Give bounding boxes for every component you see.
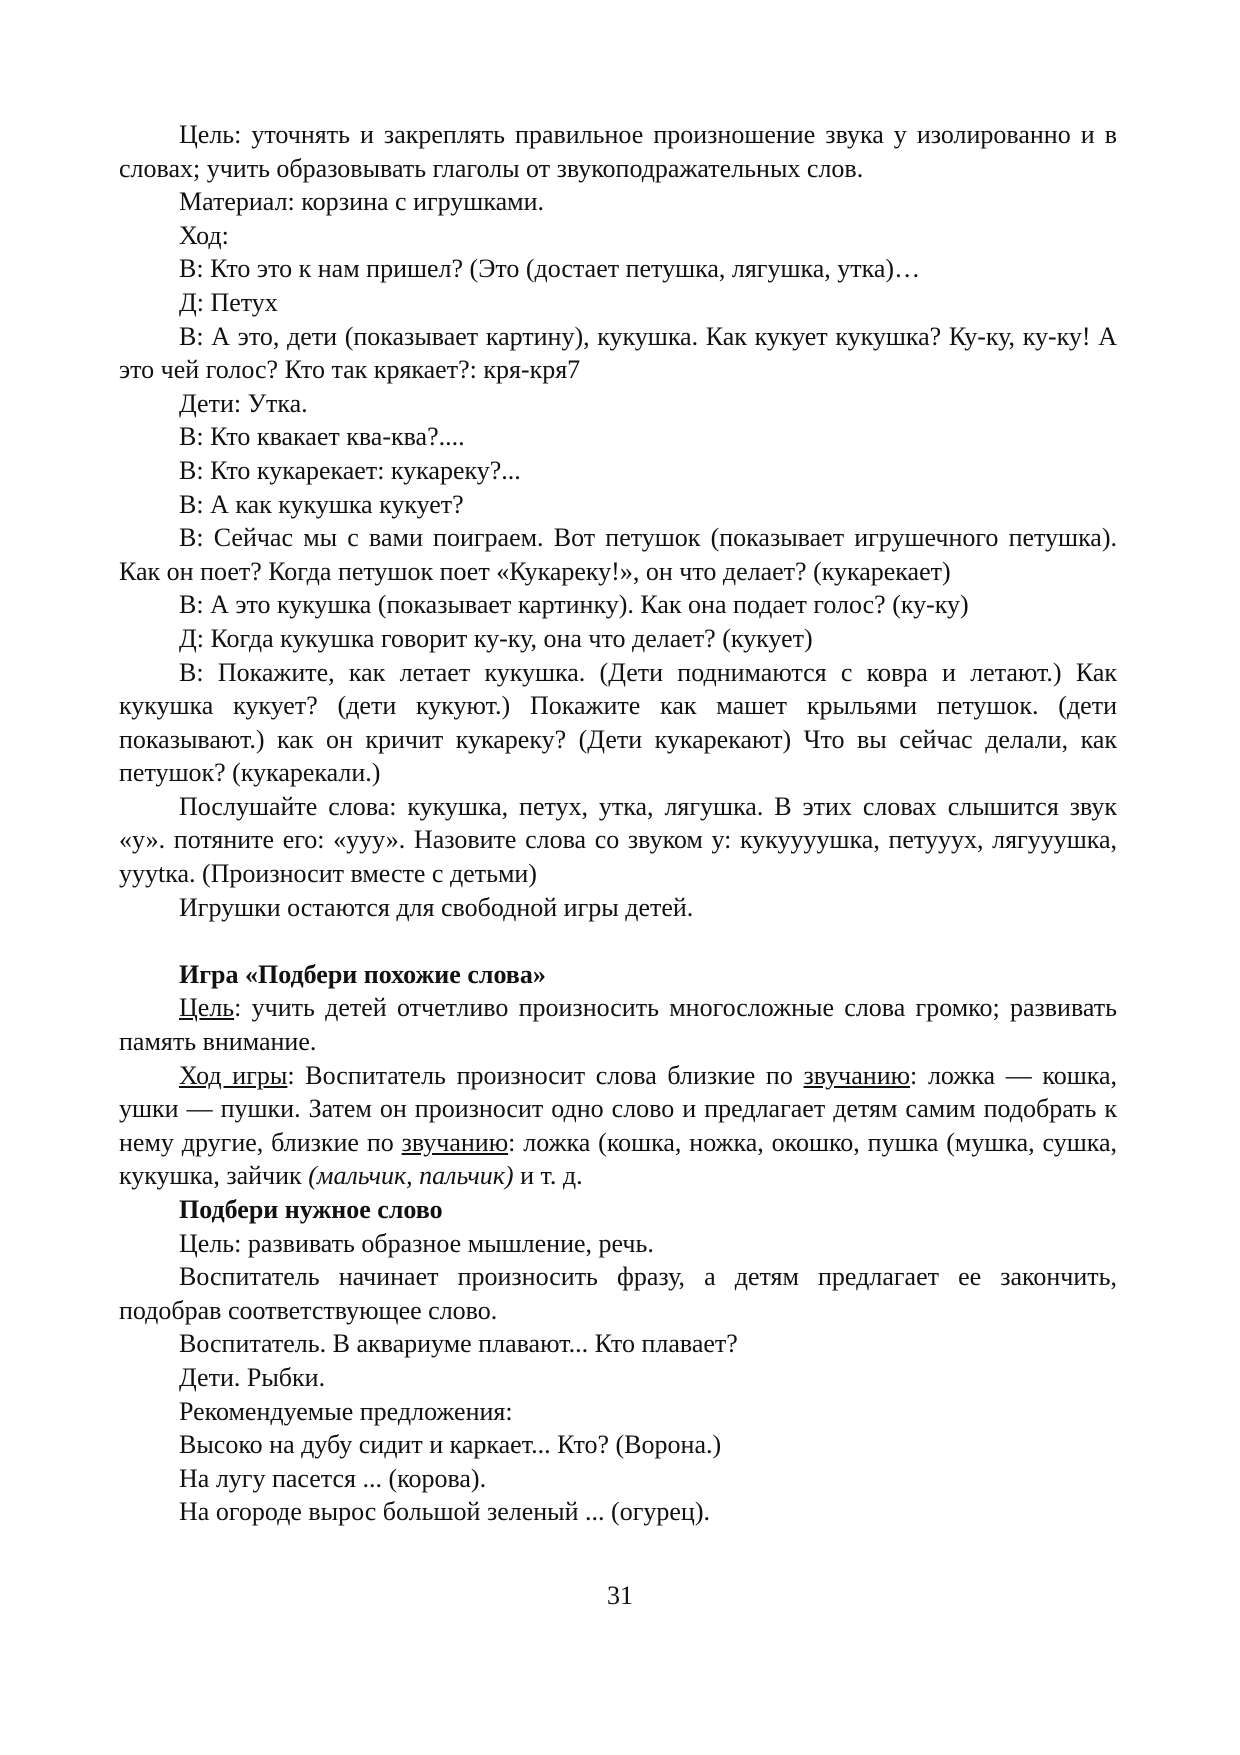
dialogue-line: Послушайте слова: кукушка, петух, утка, лягушка. В этих словах слышится звук «у». потяните его: «ууу». Назовите слова со звуком у: кукуууушка, петууух, лягууушка, уууtка. (Произносит вместе с детьми) xyxy=(119,791,1117,889)
dialogue-line: В: Кто это к нам пришел? (Это (достает петушка, лягушка, утка)… xyxy=(179,254,921,284)
document-page xyxy=(119,118,1117,1529)
example-question: Воспитатель. В аквариуме плавают... Кто плавает? xyxy=(179,1329,738,1359)
dialogue-line: В: А это, дети (показывает картину), кукушка. Как кукует кукушка? Ку-ку, ку-ку! А это чей голос? Кто так крякает?: кря-кря7 xyxy=(119,321,1117,385)
dialogue-line: В: Сейчас мы с вами поиграем. Вот петушок (показывает игрушечного петушка). Как он поет? Когда петушок поет «Кукареку!», он что делает? (кукарекает) xyxy=(119,523,1117,586)
sound-word: звучанию xyxy=(803,1060,911,1090)
paragraph-gap xyxy=(119,924,1117,958)
italic-examples: (мальчик, пальчик) xyxy=(308,1161,514,1191)
dialogue-line: В: Кто квакает ква-ква?.... xyxy=(179,422,465,452)
goal-label: Цель xyxy=(179,993,235,1023)
goal-text: : учить детей отчетливо произносить многосложные слова громко; развивать память внимание. xyxy=(119,993,1117,1057)
dialogue-line: В: А как кукушка кукует? xyxy=(179,489,464,519)
game-course-paragraph xyxy=(119,1059,1117,1193)
goal-paragraph: Цель: уточнять и закреплять правильное произношение звука у изолированно и в словах; учить образовывать глаголы от звукоподражательных слов. xyxy=(119,120,1117,183)
example-answer: Дети. Рыбки. xyxy=(179,1362,326,1392)
sentence-item: На огороде вырос большой зеленый ... (огурец). xyxy=(179,1497,710,1527)
course-text: : ложка — кошка, ушки — пушки. Затем он произносит одно слово и предлагает детям самим подобрать к нему другие, близкие по xyxy=(119,1060,1117,1157)
sentence-item: На лугу пасется ... (корова). xyxy=(179,1463,487,1493)
game-goal-paragraph xyxy=(119,991,1117,1058)
dialogue-line: В: Кто кукарекает: кукареку?... xyxy=(179,455,521,485)
course-text: : Воспитатель произносит слова близкие по xyxy=(287,1060,804,1090)
dialogue-line: Игрушки остаются для свободной игры детей. xyxy=(179,892,694,922)
course-label: Ход игры xyxy=(179,1060,288,1090)
recommended-heading: Рекомендуемые предложения: xyxy=(179,1396,513,1426)
sentence-item: Высоко на дубу сидит и каркает... Кто? (Ворона.) xyxy=(179,1430,722,1460)
game2-goal: Цель: развивать образное мышление, речь. xyxy=(179,1228,654,1258)
game2-intro: Воспитатель начинает произносить фразу, а детям предлагает ее закончить, подобрав соответствующее слово. xyxy=(119,1262,1117,1325)
dialogue-line: В: А это кукушка (показывает картинку). Как она подает голос? (ку-ку) xyxy=(179,590,969,620)
game2-title: Подбери нужное слово xyxy=(179,1195,443,1224)
material-paragraph: Материал: корзина с игрушками. xyxy=(179,187,544,217)
dialogue-line: Д: Петух xyxy=(179,287,278,317)
course-text: и т. д. xyxy=(513,1161,583,1191)
page-number: 31 xyxy=(607,1581,633,1610)
dialogue-line: Дети: Утка. xyxy=(179,388,308,418)
game-title: Игра «Подбери похожие слова» xyxy=(179,959,546,989)
dialogue-line: Д: Когда кукушка говорит ку-ку, она что делает? (кукует) xyxy=(179,623,813,653)
dialogue-line: В: Покажите, как летает кукушка. (Дети поднимаются с ковра и летают.) Как кукушка кукует? (дети кукуют.) Покажите как машет крыльями петушок. (дети показывают.) как он кричит кукареку? (Дети кукарекают) Что вы сейчас делали, как петушок? (кукарекали.) xyxy=(119,657,1117,788)
course-text: : ложка (кошка, ножка, окошко, пушка (мушка, сушка, кукушка, зайчик xyxy=(119,1127,1117,1191)
sound-word: звучанию xyxy=(401,1127,509,1157)
course-heading: Ход: xyxy=(179,220,229,250)
